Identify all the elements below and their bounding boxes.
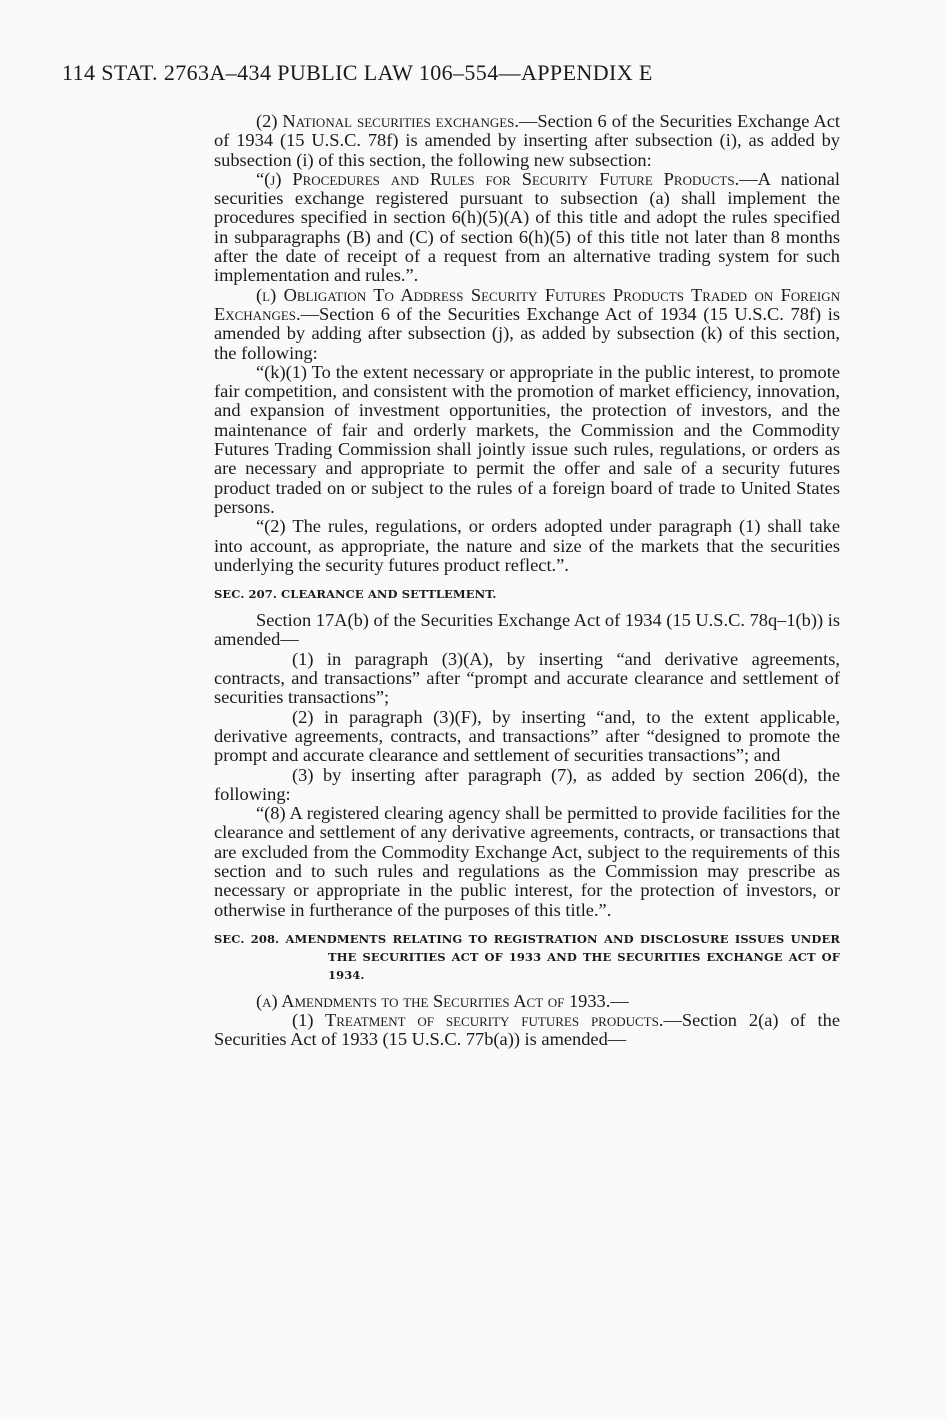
paragraph-text: —Section 6 of the Securities Exchange Act of 1934 (15 U.S.C. 78f) is amended by inserting after subsection (i), as added by subsection (i) of this section, the following new subsection: <box>214 111 840 170</box>
paragraph-heading: (l) Obligation To Address Security Futures Products Traded on Foreign Exchanges. <box>214 284 840 324</box>
section-207-paragraph-8: “(8) A registered clearing agency shall be permitted to provide facilities for the clearance and settlement of any derivative agreements, contracts, or transactions that are excluded from the Commodity Exchange Act, subject to the requirements of this section and to such rules and regulations as the Commission may prescribe as necessary or appropriate in the public interest, for the protection of investors, or otherwise in furtherance of the purposes of this title.”. <box>214 803 840 920</box>
paragraph-obligation-foreign-exchanges <box>214 286 840 363</box>
section-207-item-3: (3) by inserting after paragraph (7), as added by section 206(d), the following: <box>214 764 840 804</box>
page-header: 114 STAT. 2763A–434 PUBLIC LAW 106–554—APPENDIX E <box>62 60 653 85</box>
section-heading-208: SEC. 208. AMENDMENTS RELATING TO REGISTRATION AND DISCLOSURE ISSUES UNDER THE SECURITIES ACT OF 1933 AND THE SECURITIES EXCHANGE ACT OF 1934. <box>214 931 840 982</box>
subsection-heading: (a) Amendments to the Securities Act of 1933. <box>256 990 611 1011</box>
document-body <box>214 112 840 1050</box>
section-207-intro: Section 17A(b) of the Securities Exchange Act of 1934 (15 U.S.C. 78q–1(b)) is amended— <box>214 610 840 650</box>
paragraph-heading: (1) Treatment of security futures products. <box>292 1010 664 1031</box>
subsection-text: — <box>610 990 629 1011</box>
paragraph-subsection-j <box>214 170 840 286</box>
paragraph-text: —Section 2(a) of the Securities Act of 1933 (15 U.S.C. 77b(a)) is amended— <box>214 1010 840 1050</box>
paragraph-text: —Section 6 of the Securities Exchange Act of 1934 (15 U.S.C. 78f) is amended by adding after subsection (j), as added by subsection (k) of this section, the following: <box>214 303 840 363</box>
paragraph-national-securities-exchanges <box>214 112 840 170</box>
section-heading-207: SEC. 207. CLEARANCE AND SETTLEMENT. <box>214 587 497 602</box>
paragraph-text: —A national securities exchange registered pursuant to subsection (a) shall implement the procedures specified in section 6(h)(5)(A) of this title and adopt the rules specified in subparagraphs (B) and (C) of section 6(h)(5) of this title not later than 8 months after the date of receipt of a request from an alternative trading system for such implementation and rules.”. <box>214 168 840 286</box>
section-207-item-1: (1) in paragraph (3)(A), by inserting “and derivative agreements, contracts, and transactions” after “prompt and accurate clearance and settlement of securities transactions”; <box>214 648 840 708</box>
subsection-a1 <box>214 1011 840 1050</box>
paragraph-k2: “(2) The rules, regulations, or orders adopted under paragraph (1) shall take into account, as appropriate, the nature and size of the markets that the securities underlying the security futures product reflect.”. <box>214 516 840 575</box>
subsection-a-heading <box>214 992 840 1011</box>
section-207-item-2: (2) in paragraph (3)(F), by inserting “and, to the extent applicable, derivative agreements, contracts, and transactions” after “designed to promote the prompt and accurate clearance and settlement of securities transactions”; and <box>214 706 840 766</box>
paragraph-heading: “(j) Procedures and Rules for Security Future Products. <box>256 168 740 189</box>
paragraph-heading: (2) National securities exchanges. <box>256 111 519 131</box>
paragraph-k1: “(k)(1) To the extent necessary or appropriate in the public interest, to promote fair competition, and consistent with the promotion of market efficiency, innovation, and expansion of investment opportunities, the protection of investors, and the maintenance of fair and orderly markets, the Commission and the Commodity Futures Trading Commission shall jointly issue such rules, regulations, or orders as are necessary and appropriate to permit the offer and sale of a security futures product traded on or subject to the rules of a foreign board of trade to United States persons. <box>214 361 840 517</box>
